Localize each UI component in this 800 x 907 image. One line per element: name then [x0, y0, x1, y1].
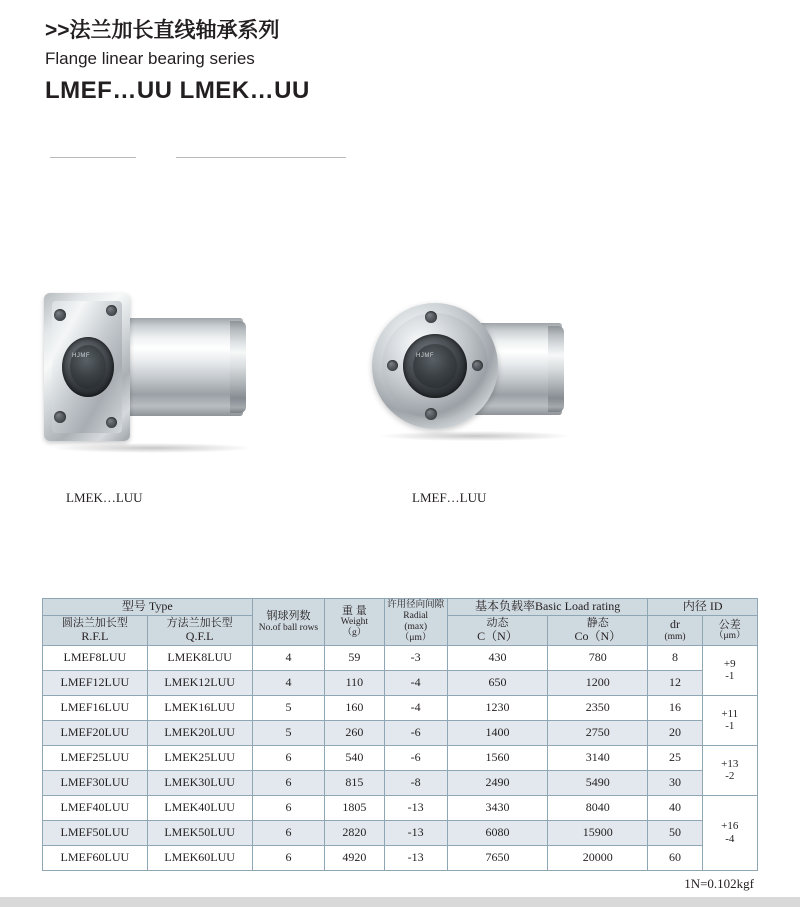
cell-radial: -13	[384, 820, 447, 845]
cell-weight: 110	[325, 670, 384, 695]
cell-ball-rows: 5	[252, 695, 325, 720]
table-row	[43, 645, 758, 670]
cell-radial: -8	[384, 770, 447, 795]
header-ball-rows-cn: 钢球列数	[266, 610, 311, 623]
cell-rfl: LMEF30LUU	[43, 770, 148, 795]
table-body	[43, 645, 758, 870]
cell-qfl: LMEK16LUU	[147, 695, 252, 720]
cell-ball-rows: 6	[252, 770, 325, 795]
specification-table	[42, 598, 758, 871]
cell-static: 3140	[548, 745, 648, 770]
tolerance-plus: +16	[721, 820, 739, 833]
cell-dr: 12	[648, 670, 702, 695]
header-rfl-cn: 圆法兰加长型	[61, 617, 128, 630]
cell-dynamic: 6080	[447, 820, 547, 845]
cell-radial: -6	[384, 720, 447, 745]
cell-qfl: LMEK50LUU	[147, 820, 252, 845]
cell-ball-rows: 6	[252, 845, 325, 870]
header-dr-symbol: dr	[669, 616, 680, 631]
header-tolerance-cn: 公差	[718, 618, 741, 631]
cell-ball-rows: 6	[252, 795, 325, 820]
tolerance-minus: -4	[725, 832, 735, 845]
cell-tolerance	[702, 745, 757, 795]
header-dr	[648, 615, 702, 645]
cell-qfl: LMEK25LUU	[147, 745, 252, 770]
header-weight-en: Weight	[340, 617, 368, 628]
cell-weight: 59	[325, 645, 384, 670]
cell-rfl: LMEF50LUU	[43, 820, 148, 845]
cell-radial: -3	[384, 645, 447, 670]
header-radial-clearance	[384, 599, 447, 646]
cell-ball-rows: 4	[252, 670, 325, 695]
cell-static: 8040	[548, 795, 648, 820]
cell-ball-rows: 6	[252, 820, 325, 845]
cell-static: 5490	[548, 770, 648, 795]
cell-dr: 8	[648, 645, 702, 670]
cell-radial: -13	[384, 795, 447, 820]
header-static-en: Co（N）	[574, 628, 622, 643]
header-radial-max: (max)	[404, 621, 428, 632]
cell-dr: 30	[648, 770, 702, 795]
title-chinese: >>法兰加长直线轴承系列	[45, 19, 280, 42]
specification-table-wrapper	[42, 598, 758, 871]
cell-radial: -13	[384, 845, 447, 870]
cell-qfl: LMEK20LUU	[147, 720, 252, 745]
header-radial-cn: 许用径向间隙	[387, 600, 445, 610]
cell-static: 2750	[548, 720, 648, 745]
cell-tolerance	[702, 645, 757, 695]
tolerance-plus: +9	[723, 657, 736, 670]
cell-dynamic: 1400	[447, 720, 547, 745]
cell-rfl: LMEF40LUU	[43, 795, 148, 820]
cell-rfl: LMEF60LUU	[43, 845, 148, 870]
cell-dr: 50	[648, 820, 702, 845]
cell-static: 15900	[548, 820, 648, 845]
figure-caption-left: LMEK…LUU	[66, 490, 143, 505]
cell-radial: -4	[384, 695, 447, 720]
cell-qfl: LMEK60LUU	[147, 845, 252, 870]
tolerance-plus: +13	[721, 757, 739, 770]
header-rule-left	[50, 157, 136, 158]
header-static-cn: 静态	[586, 617, 609, 630]
cell-radial: -6	[384, 745, 447, 770]
brand-mark-left: HJMF	[72, 353, 90, 359]
header-load-group: 基本负载率Basic Load rating	[447, 599, 648, 616]
cell-rfl: LMEF12LUU	[43, 670, 148, 695]
tolerance-minus: -1	[725, 720, 735, 733]
header-rfl	[43, 615, 148, 645]
header-rfl-en: R.F.L	[81, 628, 109, 643]
header-radial-en: Radial	[403, 610, 429, 621]
header-ball-rows-en: No.of ball rows	[258, 622, 319, 633]
title-english: Flange linear bearing series	[45, 49, 255, 69]
table-row	[43, 745, 758, 770]
cell-dynamic: 650	[447, 670, 547, 695]
cell-rfl: LMEF8LUU	[43, 645, 148, 670]
table-row	[43, 820, 758, 845]
cell-weight: 815	[325, 770, 384, 795]
cell-tolerance	[702, 795, 757, 870]
cell-ball-rows: 4	[252, 645, 325, 670]
tolerance-minus: -1	[725, 670, 735, 683]
cell-static: 2350	[548, 695, 648, 720]
cell-dynamic: 1560	[447, 745, 547, 770]
header-type-group: 型号 Type	[43, 599, 253, 616]
cell-rfl: LMEF20LUU	[43, 720, 148, 745]
table-row	[43, 845, 758, 870]
cell-dynamic: 3430	[447, 795, 547, 820]
cell-weight: 160	[325, 695, 384, 720]
figure-caption-right: LMEF…LUU	[412, 490, 487, 505]
cell-dr: 25	[648, 745, 702, 770]
cell-weight: 4920	[325, 845, 384, 870]
cell-weight: 1805	[325, 795, 384, 820]
cell-static: 20000	[548, 845, 648, 870]
table-row	[43, 720, 758, 745]
bottom-band	[0, 897, 800, 907]
cell-dynamic: 7650	[447, 845, 547, 870]
cell-rfl: LMEF16LUU	[43, 695, 148, 720]
header-qfl-cn: 方法兰加长型	[166, 617, 233, 630]
cell-ball-rows: 5	[252, 720, 325, 745]
cell-weight: 260	[325, 720, 384, 745]
table-head	[43, 599, 758, 646]
header-dynamic-cn: 动态	[486, 617, 509, 630]
cell-dynamic: 430	[447, 645, 547, 670]
cell-weight: 2820	[325, 820, 384, 845]
header-dr-unit: (mm)	[664, 631, 686, 642]
cell-qfl: LMEK30LUU	[147, 770, 252, 795]
table-row	[43, 795, 758, 820]
tolerance-plus: +11	[721, 707, 739, 720]
header-tolerance-unit: （μm）	[714, 631, 746, 642]
header-rule-right	[176, 157, 346, 158]
cell-dr: 16	[648, 695, 702, 720]
brand-mark-right: HJMF	[416, 353, 434, 359]
cell-dr: 20	[648, 720, 702, 745]
header-weight-unit: （g）	[342, 628, 367, 639]
header-id-group: 内径 ID	[648, 599, 758, 616]
header-weight	[325, 599, 384, 646]
cell-qfl: LMEK12LUU	[147, 670, 252, 695]
cell-tolerance	[702, 695, 757, 745]
cell-rfl: LMEF25LUU	[43, 745, 148, 770]
header-radial-unit: （μm）	[399, 632, 432, 643]
title-model-codes: LMEF…UU LMEK…UU	[45, 76, 310, 104]
cell-qfl: LMEK40LUU	[147, 795, 252, 820]
header-qfl	[147, 615, 252, 645]
cell-static: 1200	[548, 670, 648, 695]
page-header	[45, 18, 765, 105]
header-dynamic-en: C（N）	[477, 628, 518, 643]
cell-dr: 40	[648, 795, 702, 820]
header-qfl-en: Q.F.L	[185, 628, 214, 643]
table-row	[43, 770, 758, 795]
tolerance-minus: -2	[725, 770, 735, 783]
header-weight-cn: 重 量	[342, 604, 367, 617]
header-static	[548, 615, 648, 645]
table-row	[43, 670, 758, 695]
cell-dr: 60	[648, 845, 702, 870]
cell-radial: -4	[384, 670, 447, 695]
header-ball-rows	[252, 599, 325, 646]
header-dynamic	[447, 615, 547, 645]
header-tolerance	[702, 615, 757, 645]
footnote-unit-conversion: 1N=0.102kgf	[684, 876, 754, 891]
cell-qfl: LMEK8LUU	[147, 645, 252, 670]
cell-dynamic: 2490	[447, 770, 547, 795]
cell-static: 780	[548, 645, 648, 670]
table-header-row-1	[43, 599, 758, 616]
cell-weight: 540	[325, 745, 384, 770]
cell-ball-rows: 6	[252, 745, 325, 770]
product-illustrations	[0, 175, 800, 535]
cell-dynamic: 1230	[447, 695, 547, 720]
table-row	[43, 695, 758, 720]
